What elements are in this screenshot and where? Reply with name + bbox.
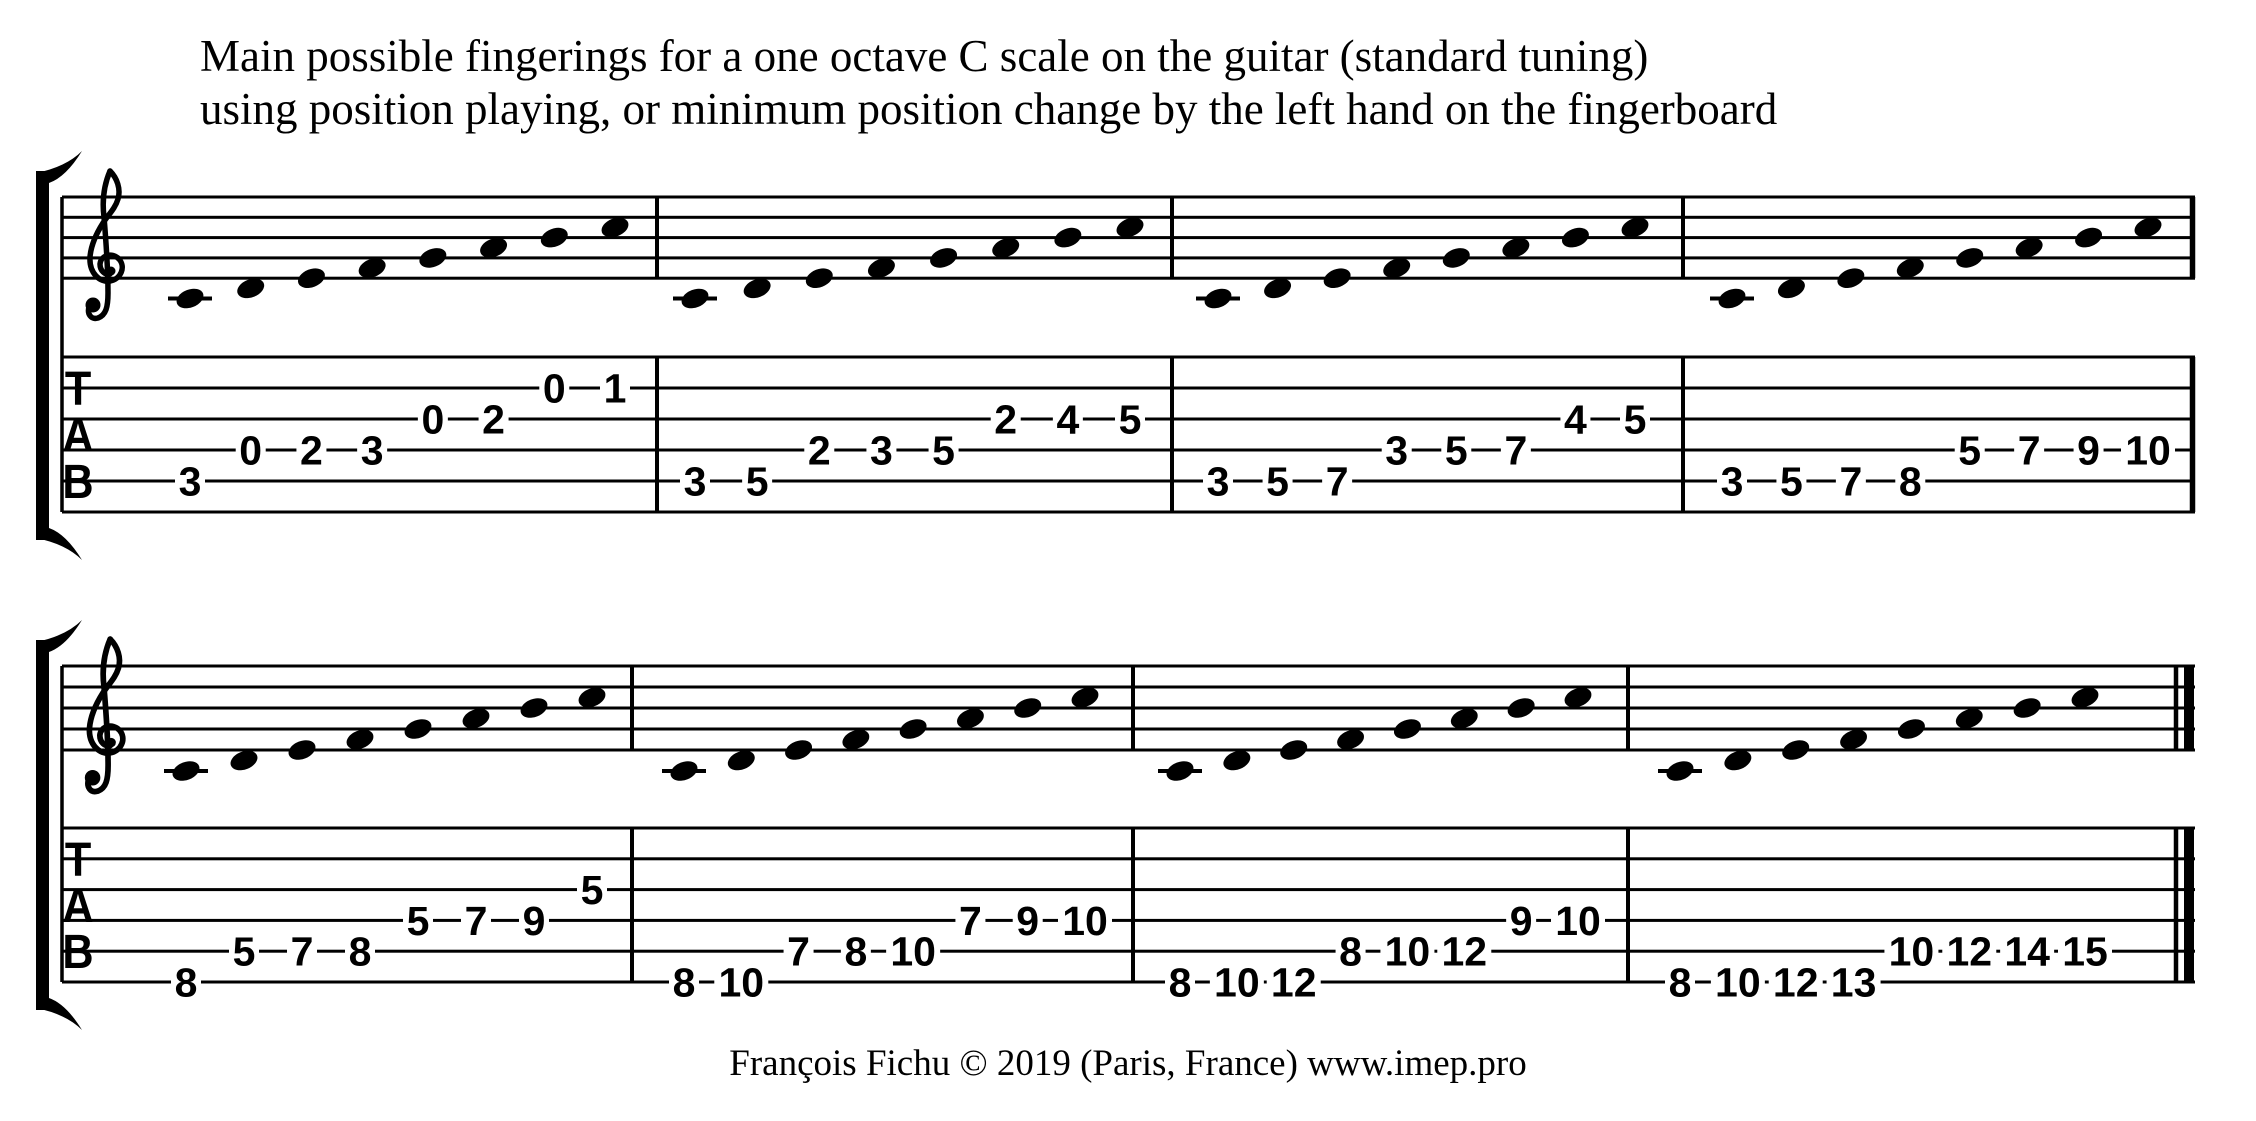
tab-fret-number: 12 [1270, 959, 1317, 1006]
tab-fret-number: 10 [718, 959, 765, 1006]
tab-fret-number: 10 [1062, 897, 1108, 944]
tab-fret-number: 10 [1555, 897, 1601, 944]
tab-line [62, 387, 2195, 390]
tab-fret-number: 12 [1946, 928, 1993, 975]
tab-fret-number: 8 [1168, 959, 1192, 1006]
barline [1626, 828, 1630, 982]
final-barline-thick [2184, 666, 2194, 750]
staff-line [62, 707, 2195, 710]
end-barline [2190, 197, 2196, 278]
notehead [679, 285, 712, 312]
notehead [1011, 695, 1044, 722]
barline [1626, 666, 1630, 750]
tab-fret-number: 5 [1266, 458, 1289, 505]
notehead [1391, 716, 1424, 743]
barline [1170, 357, 1174, 512]
staff-line [62, 749, 2195, 752]
tab-clef-letter: T [64, 361, 92, 416]
tab-fret-number: 10 [1384, 928, 1431, 975]
tab-fret-number: 3 [1720, 458, 1744, 505]
tab-fret-number: 7 [2017, 427, 2041, 474]
tab-fret-number: 2 [807, 427, 831, 474]
tab-fret-number: 5 [1118, 396, 1142, 443]
tab-fret-number: 0 [421, 396, 445, 443]
tab-fret-number: 4 [1056, 396, 1080, 443]
notehead [803, 265, 836, 292]
final-barline-thin [2174, 666, 2179, 750]
tab-fret-number: 10 [2125, 427, 2171, 474]
tab-fret-number: 7 [959, 897, 982, 944]
barline [1131, 666, 1135, 750]
tab-fret-number: 2 [994, 396, 1018, 443]
tab-clef-letter: B [62, 454, 94, 509]
staff-line [62, 728, 2195, 731]
tab-line [62, 356, 2195, 359]
tab-fret-number: 9 [1509, 897, 1533, 944]
tab-fret-number: 12 [1441, 928, 1488, 975]
tab-fret-number: 14 [2004, 928, 2050, 975]
staff-line [62, 196, 2195, 199]
final-barline-thin [2174, 828, 2179, 982]
staff-line [62, 256, 2195, 259]
tab-fret-number: 5 [1780, 458, 1803, 505]
page-title-line1: Main possible fingerings for a one octave C scale on the guitar (standard tuning) [200, 31, 1649, 81]
tab-fret-number: 4 [1564, 396, 1587, 443]
notehead [897, 716, 930, 743]
notehead [1895, 716, 1928, 743]
tab-fret-number: 7 [1839, 458, 1863, 505]
tab-fret-number: 2 [482, 396, 505, 443]
barline [1131, 828, 1135, 982]
tab-fret-number: 5 [932, 427, 955, 474]
treble-clef-icon [86, 171, 123, 318]
tab-clef-letter: T [64, 832, 92, 887]
tab-fret-number: 9 [522, 897, 546, 944]
tab-line [62, 950, 2195, 953]
system-2 [36, 620, 2195, 1030]
notehead [2011, 695, 2044, 722]
barline [1681, 197, 1685, 278]
tab-fret-number: 8 [672, 959, 696, 1006]
tab-fret-number: 8 [174, 959, 198, 1006]
tab-clef-letter: A [62, 878, 94, 933]
tab-line [62, 480, 2195, 483]
page-title-line2: using position playing, or minimum position change by the left hand on the fingerboard [200, 84, 1778, 134]
notehead [538, 224, 571, 251]
tab-fret-number: 10 [1888, 928, 1935, 975]
tab-fret-number: 8 [1668, 959, 1692, 1006]
notehead [927, 244, 960, 271]
notehead [1835, 265, 1868, 292]
tab-fret-number: 8 [1339, 928, 1362, 975]
notehead [1277, 737, 1310, 764]
notehead [1779, 737, 1812, 764]
notehead [417, 244, 450, 271]
barline [1681, 357, 1685, 512]
staff-line [62, 665, 2195, 668]
tab-fret-number: 3 [683, 458, 707, 505]
notehead [1716, 285, 1749, 312]
staff-line [62, 686, 2195, 689]
tab-fret-number: 5 [406, 897, 430, 944]
tab-fret-number: 7 [290, 928, 314, 975]
tab-fret-number: 0 [239, 427, 263, 474]
footer-credit: François Fichu © 2019 (Paris, France) www.imep.pro [729, 1043, 1527, 1084]
notehead [1559, 224, 1592, 251]
notehead [1321, 265, 1354, 292]
notehead [1440, 244, 1473, 271]
tab-fret-number: 5 [1444, 427, 1468, 474]
tab-line [62, 827, 2195, 830]
tab-clef-letter: A [62, 408, 94, 463]
tab-fret-number: 15 [2062, 928, 2108, 975]
tab-line [62, 857, 2195, 860]
tab-fret-number: 10 [890, 928, 936, 975]
tab-fret-number: 1 [603, 365, 627, 412]
tab-fret-number: 7 [1504, 427, 1528, 474]
staff-line [62, 277, 2195, 280]
notehead [1953, 244, 1986, 271]
tab-fret-number: 5 [232, 928, 256, 975]
notehead [2072, 224, 2105, 251]
system-1 [36, 151, 2195, 560]
tab-fret-number: 13 [1830, 959, 1877, 1006]
notehead [1052, 224, 1085, 251]
tab-fret-number: 3 [1206, 458, 1230, 505]
tab-fret-number: 12 [1772, 959, 1819, 1006]
tab-fret-number: 8 [844, 928, 868, 975]
tab-clef-letter: B [62, 925, 94, 979]
notehead [295, 265, 328, 292]
notehead [1505, 695, 1538, 722]
notehead [174, 285, 207, 312]
tab-line [62, 511, 2195, 514]
barline [1170, 197, 1174, 278]
barline [630, 828, 634, 982]
tab-fret-number: 10 [1214, 959, 1260, 1006]
notehead [668, 758, 701, 785]
tab-fret-number: 7 [464, 897, 488, 944]
tab-fret-number: 9 [1016, 897, 1040, 944]
notehead [170, 758, 203, 785]
tab-fret-number: 5 [745, 458, 769, 505]
barline [630, 666, 634, 750]
final-barline-thick [2184, 828, 2194, 982]
end-barline [2190, 357, 2196, 512]
tab-fret-number: 3 [1385, 427, 1409, 474]
barline [655, 197, 659, 278]
tab-fret-number: 5 [1623, 396, 1647, 443]
tab-fret-number: 2 [300, 427, 323, 474]
notehead [286, 737, 319, 764]
tab-fret-number: 5 [580, 867, 604, 914]
tab-line [62, 919, 2195, 922]
treble-clef-icon [85, 639, 123, 791]
tab-fret-number: 3 [870, 427, 893, 474]
tab-fret-number: 8 [348, 928, 372, 975]
notehead [518, 695, 551, 722]
tab-line [62, 888, 2195, 891]
tab-fret-number: 10 [1715, 959, 1761, 1006]
tab-fret-number: 7 [787, 928, 810, 975]
tab-fret-number: 3 [360, 427, 384, 474]
notehead [782, 737, 815, 764]
tab-fret-number: 5 [1958, 427, 1982, 474]
barline [655, 357, 659, 512]
tab-fret-number: 9 [2077, 427, 2100, 474]
tab-fret-number: 3 [178, 458, 202, 505]
tab-fret-number: 0 [542, 365, 566, 412]
staff-line [62, 216, 2195, 219]
notehead [1664, 758, 1697, 785]
notehead [402, 716, 435, 743]
notehead [1202, 285, 1235, 312]
tab-fret-number: 8 [1898, 458, 1922, 505]
tab-fret-number: 7 [1325, 458, 1349, 505]
notehead [1164, 758, 1197, 785]
